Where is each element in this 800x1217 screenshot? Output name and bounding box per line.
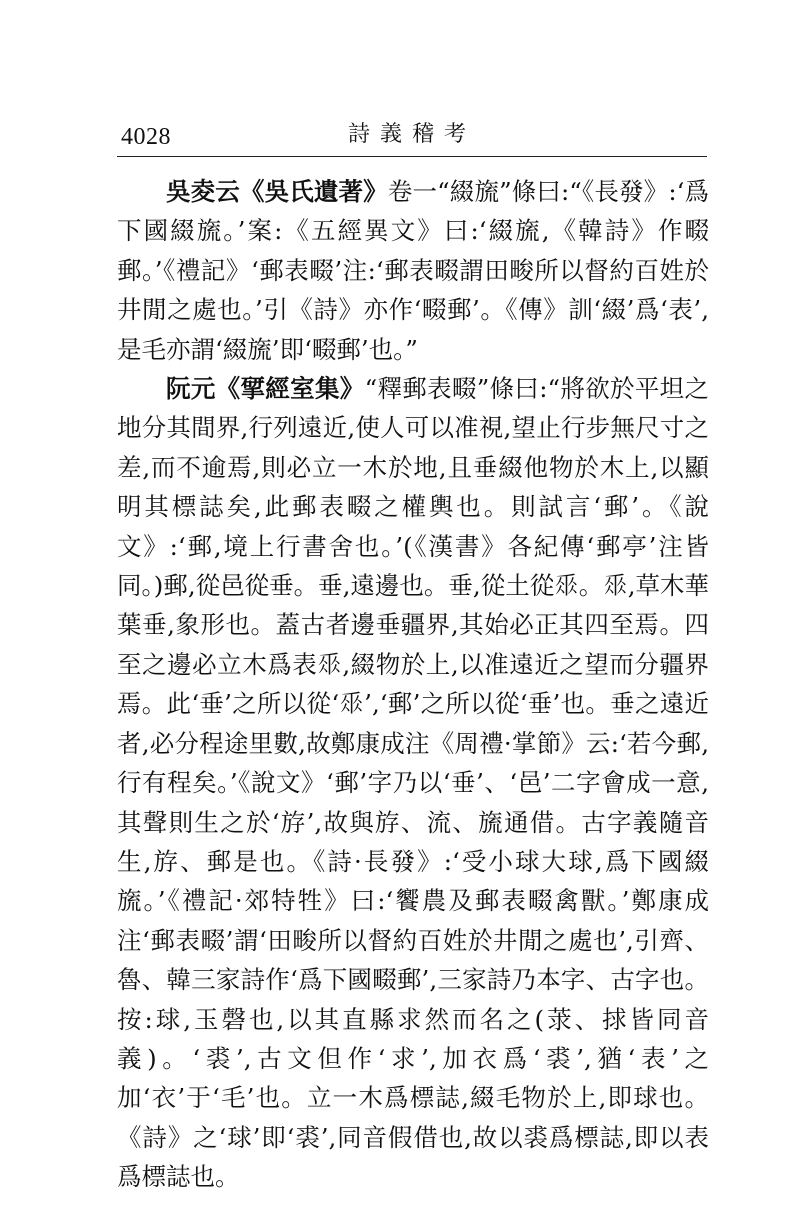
paragraph-ruan-yuan — [117, 369, 709, 1197]
page-number: 4028 — [121, 124, 171, 150]
paragraph-lead: 吳夌云《吳氏遺著》 — [166, 177, 388, 206]
page-header — [117, 118, 707, 157]
paragraph-text: 卷一“綴旒”條曰:“《長發》:‘爲下國綴旒。’案:《五經異文》曰:‘綴旒,《韓詩》作畷郵。’《禮記》‘郵表畷’注:‘郵表畷謂田畯所以督約百姓於井閒之處也。’引《詩》亦作‘畷郵’。《傳》訓‘綴’爲‘表’,是毛亦謂‘綴旒’即‘畷郵’也。” — [117, 177, 710, 364]
paragraph-text: “釋郵表畷”條曰:“將欲於平坦之地分其間界,行列遠近,使人可以准視,望止行步無尺寸之差,而不逾焉,則必立一木於地,且垂綴他物於木上,以顯明其標誌矣,此郵表畷之權輿也。則試言‘郵’。《說文》:‘郵,境上行書舍也。’(《漢書》各紀傳‘郵亭’注皆同。)郵,從邑從垂。垂,遠邊也。垂,從土從𠂹。𠂹,草木華葉垂,象形也。蓋古者邊垂疆界,其始必正其四至焉。四至之邊必立木爲表𠂹,綴物於上,以准遠近之望而分疆界焉。此‘垂’之所以從‘𠂹’,‘郵’之所以從‘垂’也。垂之遠近者,必分程途里數,故鄭康成注《周禮·掌節》云:‘若今郵,行有程矣。’《說文》‘郵’字乃以‘垂’、‘邑’二字會成一意,其聲則生之於‘斿’,故與斿、流、旒通借。古字義隨音生,斿、郵是也。《詩·長發》:‘受小球大球,爲下國綴旒。’《禮記·郊特牲》曰:‘饗農及郵表畷禽獸。’鄭康成注‘郵表畷’謂‘田畯所以督約百姓於井閒之處也’,引齊、魯、韓三家詩作‘爲下國畷郵’,三家詩乃本字、古字也。按:球,玉磬也,以其直縣求然而名之(莍、捄皆同音義)。‘裘’,古文但作‘求’,加衣爲‘裘’,猶‘表’之加‘衣’于‘毛’也。立一木爲標誌,綴毛物於上,即球也。《詩》之‘球’即‘裘’,同音假借也,故以裘爲標誌,即以表爲標誌也。 — [117, 374, 709, 1192]
paragraph-lead: 阮元《揅經室集》 — [166, 374, 365, 404]
body-text — [117, 172, 709, 1197]
paragraph-wu-ling — [117, 172, 709, 369]
running-title: 詩義稽考 — [347, 122, 476, 147]
